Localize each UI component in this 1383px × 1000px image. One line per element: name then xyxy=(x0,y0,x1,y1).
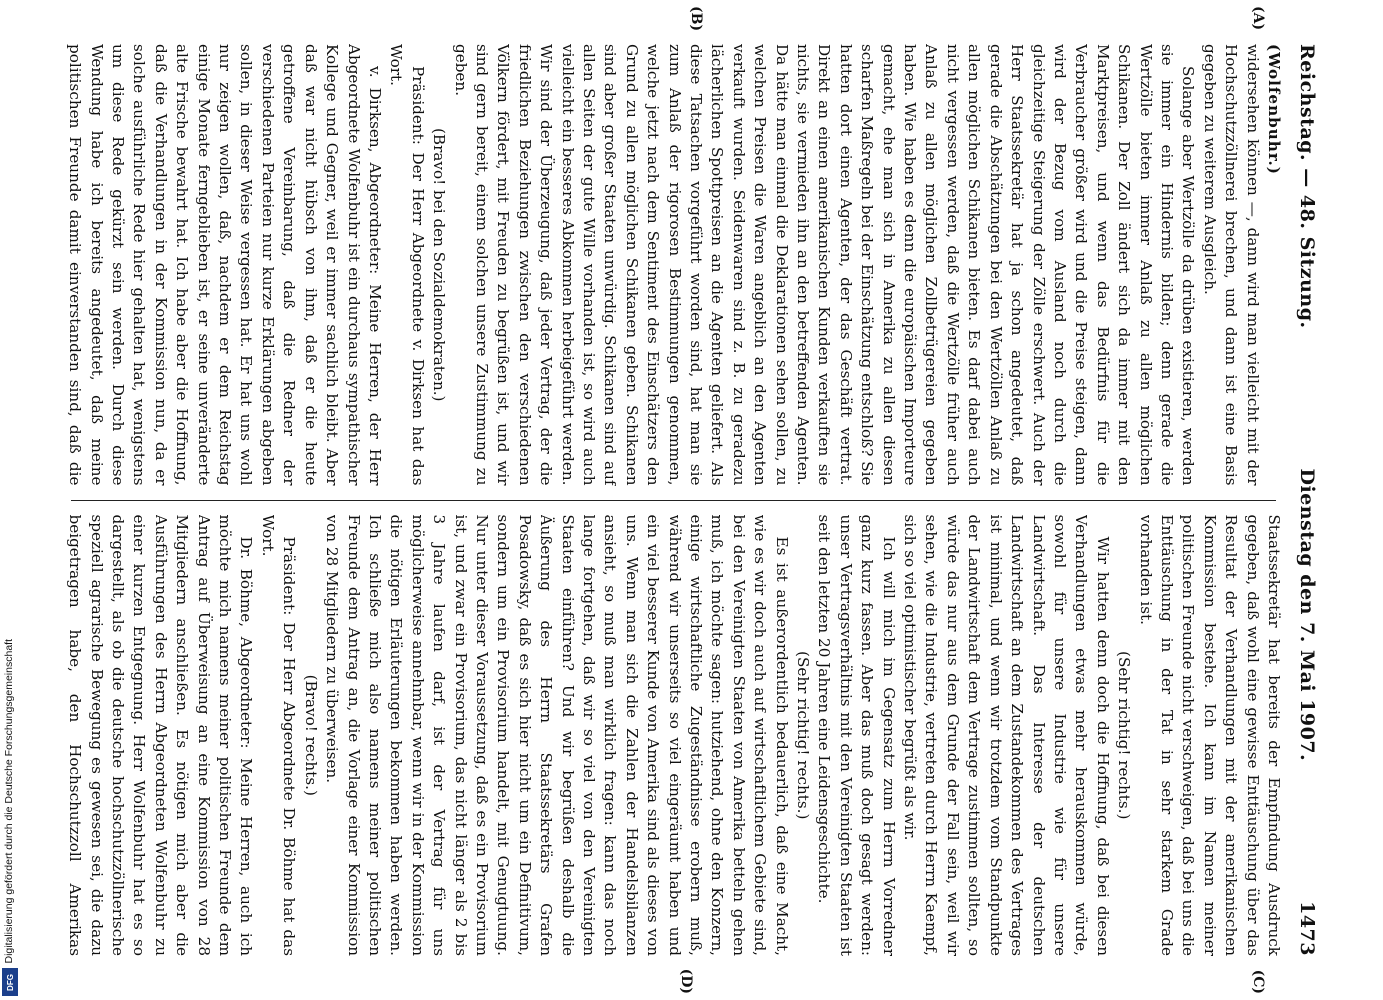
margin-marker-c: (C) xyxy=(1250,969,1266,994)
paragraph: Solange aber Wertzölle da drüben existieren, werden sie immer ein Hindernis bilden; denn gerade die Wertzölle bieten immer Anlaß zu allen möglichen Schikanen. Der Zoll ändert sich da immer mit den Marktpreisen, und wenn das Bedürfnis für die Verbraucher größer wird und die Preise steigen, dann wird der Bezug vom Ausland noch durch die gleichzeitige Steigerung der Zölle erschwert. Auch der Herr Staatssekretär hat ja schon angedeutet, daß gerade die Abschätzungen bei den Wertzöllen Anlaß zu allen möglichen Schikanen bieten. Es darf dabei auch nicht vergessen werden, daß die Wertzölle früher auch Anlaß zu allen möglichen Zollbetrügereien gegeben haben. Wie haben es denn die europäischen Importeure gemacht, ehe man sich in Amerika zu allen diesen scharfen Maßregeln bei der Einschätzung entschloß? Sie hatten dort einen Agenten, der das Geschäft vertrat. Direkt an einen amerikanischen Kunden verkauften sie nichts, sie vermieden ihn an den betreffenden Agenten. Da hätte man einmal die Deklarationen sehen sollen, zu welchen Preisen die Waren angeblich an den Agenten verkauft wurden. Seidenwaren sind z. B. zu geradezu lächerlichen Spottpreisen an die Agenten geliefert. Als diese Tatsachen vorgeführt worden sind, hat man sie zum Anlaß der rigorosen Bestimmungen genommen, welche jetzt nach dem Sentiment des Einschätzers den Grund zu allen möglichen Schikanen geben. Schikanen sind aber großer Staaten unwürdig. Schikanen sind auf allen Seiten der gute Wille vorhanden ist, so wird auch vielleicht ein besseres Abkommen herbeigeführt werden. Wir sind der Überzeugung, daß jeder Vertrag, der die friedlichen Beziehungen zwischen den verschiedenen Völkern fördert, mit Freuden zu begrüßen ist, und wir sind gern bereit, einem solchen unsere Zustimmung zu geben. xyxy=(451,44,1198,486)
page-header xyxy=(1284,44,1318,956)
column-divider xyxy=(71,500,1276,501)
dfg-logo-icon xyxy=(2,968,18,996)
interjection: (Sehr richtig! rechts.) xyxy=(794,651,813,820)
margin-marker-a: (A) xyxy=(1250,6,1266,31)
paragraph: Staatssekretär hat bereits der Empfindung Ausdruck gegeben, daß wohl eine gewisse Enttäuschung über das Resultat der Verhandlungen mit der amerikanischen Kommission bestehe. Ich kann im Namen meiner politischen Freunde nicht verschweigen, daß bei uns die Enttäuschung in der Tat in sehr starkem Grade vorhanden ist. xyxy=(1136,514,1283,956)
header-center: Dienstag den 7. Mai 1907. xyxy=(1296,468,1318,762)
dfg-logo-text: DFG xyxy=(5,973,15,991)
newspaper-page xyxy=(46,0,1336,1000)
paragraph: widersehen können —, dann wird man vielleicht mit der Hochschutzzöllnerei brechen, und dann ist eine Basis gegeben zu weiterem Ausgleich. xyxy=(1200,44,1262,486)
paragraph: Dr. Böhme, Abgeordneter: Meine Herren, auch ich möchte mich namens meiner politischen Freunde dem Antrag auf Überweisung an eine Kommission von 28 Mitgliedern anschließen. Es nötigen mich aber die Ausführungen des Herrn Abgeordneten Wolfenbuhr zu einer kurzen Entgegnung. Herr Wolfenbuhr hat es so dargestellt, als ob die deutsche hochschutzzöllnerische speziell agrarische Bewegung es gewesen sei, die dazu beigetragen habe, den Hochschutzzoll Amerikas xyxy=(66,514,256,956)
column-left xyxy=(64,44,1284,486)
paragraph: Es ist außerordentlich bedauerlich, daß eine Macht, wie es wir doch auch auf wirtschaftlichem Gebiete sind, bei den Vereinigten Staaten von Amerika betteln gehen muß, ich möchte sagen: hutziehend, ohne den Konzern, einige wirtschaftliche Zugeständnisse erobern muß, während wir unserseits so viel eingeräumt haben und ein viel besserer Kunde von Amerika sind als dieses von uns. Wenn man sich die Zahlen der Handelsbilanzen ansieht, so muß man wirklich fragen: kann das noch lange fortgehen, daß wir so viel von den Vereinigten Staaten einführen? Und wir begrüßen deshalb die Äußerung des Herrn Staatssekretärs Grafen Posadowsky, daß es sich hier nicht um ein Definitivum, sondern um ein Provisorium handelt, mit Genugtuung. Nur unter dieser Voraussetzung, daß es ein Provisorium ist, und zwar ein Provisorium, das nicht länger als 2 bis 3 Jahre laufen darf, ist der Vertrag für uns möglicherweise annehmbar, wenn wir in der Kommission die nötigen Erläuterungen bekommen haben werden. Ich schließe mich also namens meiner politischen Freunde dem Antrag an, die Vorlage einer Kommission von 28 Mitgliedern zu überweisen. xyxy=(323,514,791,956)
interjection: (Bravo! bei den Sozialdemokraten.) xyxy=(430,128,449,402)
digitization-credit xyxy=(0,0,22,1000)
margin-marker-b: (B) xyxy=(688,6,704,32)
text-columns xyxy=(64,6,1284,994)
interjection: (Sehr richtig! rechts.) xyxy=(1115,651,1134,820)
paragraph: Ich will mich im Gegensatz zum Herrn Vorredner ganz kurz fassen. Aber das muß doch gesagt werden: unser Vertragsverhältnis mit den Vereinigten Staaten ist seit den letzten 20 Jahren eine Leidensgeschichte. xyxy=(815,514,898,956)
interjection: (Bravo! rechts.) xyxy=(301,674,320,796)
page-number: 1473 xyxy=(1296,901,1318,956)
paragraph: Wir hatten denn doch die Hoffnung, daß bei diesen Verhandlungen etwas mehr herauskommen würde, sowohl für unsere Industrie wie für unsere Landwirtschaft. Das Interesse der deutschen Landwirtschaft an dem Zustandekommen des Vertrages ist minimal, und wenn wir trotzdem vom Standpunkte der Landwirtschaft dem Vertrage zustimmen sollten, so würde das nur aus dem Grunde der Fall sein, weil wir sehen, wie die Industrie, vertreten durch Herrn Kaempf, sich so viel optimistischer begrüßt als wir. xyxy=(901,514,1112,956)
speaker-tag: (Wolfenbuhr.) xyxy=(1265,44,1283,175)
column-right xyxy=(64,515,1284,957)
margin-marker-d: (D) xyxy=(678,968,694,994)
paragraph: v. Dirksen, Abgeordneter: Meine Herren, der Herr Abgeordnete Wolfenbuhr ist ein durchaus sympathischer Kollege und Gegner, weil er immer sachlich bleibt. Aber daß war nicht hübsch von ihm, daß er die heute getroffene Vereinbarung, daß die Redner der verschiedenen Parteien nur kurze Erklärungen abgeben sollen, in dieser Weise vergessen hat. Er hat uns wohl nur zeigen wollen, daß, nachdem er dem Reichstag einige Monate ferngeblieben ist, er seine unveränderte alte Frische bewahrt hat. Ich habe aber die Hoffnung, daß die Verhandlungen in der Kommission nun, da er solche ausführliche Rede hier gehalten hat, wenigstens um diese Rede gekürzt sein werden. Durch diese Wendung habe ich bereits angedeutet, daß meine politischen Freunde damit einverstanden sind, daß die xyxy=(66,44,384,486)
credit-text: Digitalisierung gefördert durch die Deutsche Forschungsgemeinschaft xyxy=(3,639,15,964)
paragraph: Präsident: Der Herr Abgeordnete v. Dirksen hat das Wort. xyxy=(387,44,427,486)
paragraph: Präsident: Der Herr Abgeordnete Dr. Böhme hat das Wort. xyxy=(258,514,299,956)
header-left: Reichstag. — 48. Sitzung. xyxy=(1296,44,1318,329)
